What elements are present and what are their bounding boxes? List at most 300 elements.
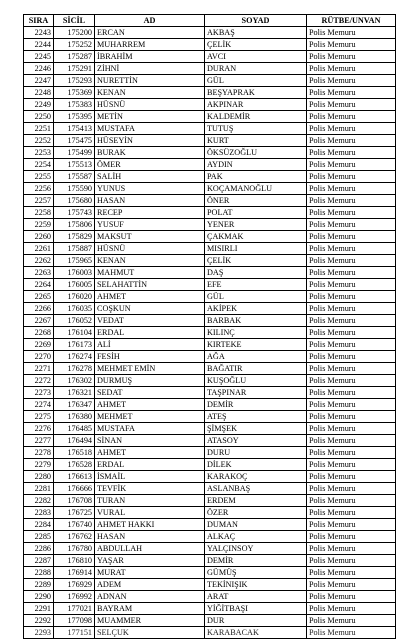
- table-row: [24, 543, 396, 555]
- cell-sicil: 176725: [54, 507, 95, 519]
- cell-sicil: 176005: [54, 279, 95, 291]
- cell-soyad: GÜMÜŞ: [205, 567, 307, 579]
- cell-soyad: DUMAN: [205, 519, 307, 531]
- cell-ad: AHMET HAKKI: [95, 519, 205, 531]
- cell-sicil: 176035: [54, 303, 95, 315]
- cell-ad: RECEP: [95, 207, 205, 219]
- cell-soyad: POLAT: [205, 207, 307, 219]
- cell-rutbe: Polis Memuru: [307, 63, 396, 75]
- table-row: [24, 327, 396, 339]
- cell-rutbe: Polis Memuru: [307, 231, 396, 243]
- table-row: [24, 507, 396, 519]
- cell-rutbe: Polis Memuru: [307, 483, 396, 495]
- cell-sira: 2263: [24, 267, 54, 279]
- table-row: [24, 147, 396, 159]
- cell-sicil: 176380: [54, 411, 95, 423]
- cell-rutbe: Polis Memuru: [307, 111, 396, 123]
- cell-rutbe: Polis Memuru: [307, 507, 396, 519]
- cell-sicil: 175499: [54, 147, 95, 159]
- cell-sira: 2282: [24, 495, 54, 507]
- cell-soyad: PAK: [205, 171, 307, 183]
- cell-sicil: 176003: [54, 267, 95, 279]
- cell-sicil: 175369: [54, 87, 95, 99]
- cell-sira: 2284: [24, 519, 54, 531]
- table-row: [24, 519, 396, 531]
- table-row: [24, 627, 396, 639]
- cell-ad: SEDAT: [95, 387, 205, 399]
- cell-sira: 2280: [24, 471, 54, 483]
- cell-soyad: AKBAŞ: [205, 27, 307, 39]
- table-row: [24, 471, 396, 483]
- cell-soyad: AYDIN: [205, 159, 307, 171]
- cell-sira: 2279: [24, 459, 54, 471]
- cell-ad: NURETTİN: [95, 75, 205, 87]
- table-body: [24, 27, 396, 639]
- cell-ad: YUNUS: [95, 183, 205, 195]
- table-row: [24, 159, 396, 171]
- cell-sira: 2261: [24, 243, 54, 255]
- table-row: [24, 99, 396, 111]
- table-row: [24, 375, 396, 387]
- cell-ad: VEDAT: [95, 315, 205, 327]
- cell-ad: KENAN: [95, 87, 205, 99]
- cell-sira: 2275: [24, 411, 54, 423]
- cell-sira: 2255: [24, 171, 54, 183]
- cell-rutbe: Polis Memuru: [307, 27, 396, 39]
- cell-sira: 2283: [24, 507, 54, 519]
- cell-ad: YUSUF: [95, 219, 205, 231]
- cell-sira: 2291: [24, 603, 54, 615]
- cell-sicil: 175513: [54, 159, 95, 171]
- cell-sira: 2248: [24, 87, 54, 99]
- cell-sira: 2250: [24, 111, 54, 123]
- cell-soyad: AĞA: [205, 351, 307, 363]
- cell-ad: ADNAN: [95, 591, 205, 603]
- cell-sicil: 175587: [54, 171, 95, 183]
- cell-sicil: 175413: [54, 123, 95, 135]
- cell-rutbe: Polis Memuru: [307, 183, 396, 195]
- cell-sira: 2259: [24, 219, 54, 231]
- cell-sicil: 175743: [54, 207, 95, 219]
- cell-sicil: 176518: [54, 447, 95, 459]
- cell-sira: 2266: [24, 303, 54, 315]
- table-row: [24, 579, 396, 591]
- header-sira: SIRA: [24, 15, 54, 27]
- table-row: [24, 195, 396, 207]
- cell-sira: 2272: [24, 375, 54, 387]
- cell-rutbe: Polis Memuru: [307, 135, 396, 147]
- cell-ad: ABDULLAH: [95, 543, 205, 555]
- cell-soyad: ÇAKMAK: [205, 231, 307, 243]
- cell-soyad: KOÇAMANOĞLU: [205, 183, 307, 195]
- table-row: [24, 183, 396, 195]
- header-sicil: SİCİL: [54, 15, 95, 27]
- cell-soyad: KILINÇ: [205, 327, 307, 339]
- cell-soyad: TAŞPINAR: [205, 387, 307, 399]
- cell-ad: METİN: [95, 111, 205, 123]
- cell-rutbe: Polis Memuru: [307, 579, 396, 591]
- cell-ad: İSMAİL: [95, 471, 205, 483]
- cell-sira: 2274: [24, 399, 54, 411]
- table-row: [24, 63, 396, 75]
- cell-sira: 2278: [24, 447, 54, 459]
- cell-rutbe: Polis Memuru: [307, 447, 396, 459]
- cell-sira: 2246: [24, 63, 54, 75]
- cell-rutbe: Polis Memuru: [307, 363, 396, 375]
- cell-sira: 2289: [24, 579, 54, 591]
- cell-ad: ALİ: [95, 339, 205, 351]
- cell-rutbe: Polis Memuru: [307, 243, 396, 255]
- cell-sicil: 175287: [54, 51, 95, 63]
- cell-soyad: ARAT: [205, 591, 307, 603]
- table-row: [24, 27, 396, 39]
- cell-sira: 2252: [24, 135, 54, 147]
- cell-sicil: 176762: [54, 531, 95, 543]
- cell-sicil: 176992: [54, 591, 95, 603]
- cell-rutbe: Polis Memuru: [307, 51, 396, 63]
- cell-sira: 2258: [24, 207, 54, 219]
- table-row: [24, 87, 396, 99]
- cell-rutbe: Polis Memuru: [307, 627, 396, 639]
- cell-sicil: 176321: [54, 387, 95, 399]
- header-soyad: SOYAD: [205, 15, 307, 27]
- cell-sira: 2273: [24, 387, 54, 399]
- cell-sira: 2260: [24, 231, 54, 243]
- table-row: [24, 483, 396, 495]
- cell-ad: MUSTAFA: [95, 123, 205, 135]
- cell-ad: VURAL: [95, 507, 205, 519]
- cell-sira: 2256: [24, 183, 54, 195]
- table-row: [24, 51, 396, 63]
- cell-soyad: DİLEK: [205, 459, 307, 471]
- cell-rutbe: Polis Memuru: [307, 399, 396, 411]
- cell-rutbe: Polis Memuru: [307, 267, 396, 279]
- table-row: [24, 315, 396, 327]
- table-row: [24, 567, 396, 579]
- cell-soyad: KARABACAK: [205, 627, 307, 639]
- cell-soyad: GÜL: [205, 75, 307, 87]
- cell-ad: SELAHATTİN: [95, 279, 205, 291]
- table-row: [24, 555, 396, 567]
- cell-soyad: ÇELİK: [205, 39, 307, 51]
- cell-rutbe: Polis Memuru: [307, 255, 396, 267]
- cell-soyad: ÇELİK: [205, 255, 307, 267]
- cell-ad: HÜSEYİN: [95, 135, 205, 147]
- cell-ad: YAŞAR: [95, 555, 205, 567]
- cell-sira: 2265: [24, 291, 54, 303]
- cell-rutbe: Polis Memuru: [307, 39, 396, 51]
- cell-sira: 2290: [24, 591, 54, 603]
- cell-sicil: 175395: [54, 111, 95, 123]
- cell-ad: MUHARREM: [95, 39, 205, 51]
- cell-sira: 2267: [24, 315, 54, 327]
- cell-rutbe: Polis Memuru: [307, 315, 396, 327]
- table-header: [24, 15, 396, 27]
- cell-sira: 2247: [24, 75, 54, 87]
- cell-ad: MURAT: [95, 567, 205, 579]
- cell-ad: DURMUŞ: [95, 375, 205, 387]
- cell-ad: AHMET: [95, 447, 205, 459]
- cell-sicil: 176347: [54, 399, 95, 411]
- cell-ad: SELÇUK: [95, 627, 205, 639]
- cell-ad: MAKSUT: [95, 231, 205, 243]
- cell-rutbe: Polis Memuru: [307, 423, 396, 435]
- cell-soyad: ÖKSÜZOĞLU: [205, 147, 307, 159]
- table-row: [24, 531, 396, 543]
- cell-rutbe: Polis Memuru: [307, 555, 396, 567]
- cell-soyad: BARBAK: [205, 315, 307, 327]
- cell-ad: ÖMER: [95, 159, 205, 171]
- cell-ad: İBRAHİM: [95, 51, 205, 63]
- cell-sicil: 176302: [54, 375, 95, 387]
- cell-rutbe: Polis Memuru: [307, 195, 396, 207]
- cell-sicil: 175383: [54, 99, 95, 111]
- cell-sicil: 175200: [54, 27, 95, 39]
- table-row: [24, 339, 396, 351]
- cell-sira: 2243: [24, 27, 54, 39]
- cell-sira: 2269: [24, 339, 54, 351]
- cell-soyad: ATASOY: [205, 435, 307, 447]
- cell-sicil: 175252: [54, 39, 95, 51]
- cell-sicil: 177098: [54, 615, 95, 627]
- cell-soyad: KUŞOĞLU: [205, 375, 307, 387]
- table-row: [24, 591, 396, 603]
- table-row: [24, 231, 396, 243]
- cell-rutbe: Polis Memuru: [307, 219, 396, 231]
- table-row: [24, 111, 396, 123]
- table-row: [24, 423, 396, 435]
- cell-ad: HÜSNÜ: [95, 243, 205, 255]
- personnel-table: [23, 14, 396, 639]
- table-row: [24, 399, 396, 411]
- cell-rutbe: Polis Memuru: [307, 99, 396, 111]
- cell-soyad: AVCI: [205, 51, 307, 63]
- cell-ad: AHMET: [95, 291, 205, 303]
- table-row: [24, 603, 396, 615]
- cell-rutbe: Polis Memuru: [307, 495, 396, 507]
- cell-soyad: AKPINAR: [205, 99, 307, 111]
- personnel-list-document: [23, 14, 395, 639]
- cell-soyad: ASLANBAŞ: [205, 483, 307, 495]
- cell-sicil: 176485: [54, 423, 95, 435]
- cell-soyad: MISIRLI: [205, 243, 307, 255]
- cell-soyad: YİĞİTBAŞI: [205, 603, 307, 615]
- cell-soyad: DEMİR: [205, 399, 307, 411]
- cell-sicil: 175291: [54, 63, 95, 75]
- cell-sicil: 175965: [54, 255, 95, 267]
- cell-soyad: KALDEMİR: [205, 111, 307, 123]
- cell-sicil: 176740: [54, 519, 95, 531]
- cell-sira: 2245: [24, 51, 54, 63]
- cell-rutbe: Polis Memuru: [307, 603, 396, 615]
- cell-ad: MUSTAFA: [95, 423, 205, 435]
- cell-ad: TURAN: [95, 495, 205, 507]
- cell-sicil: 175806: [54, 219, 95, 231]
- cell-sicil: 175829: [54, 231, 95, 243]
- cell-soyad: DEMİR: [205, 555, 307, 567]
- cell-sira: 2268: [24, 327, 54, 339]
- cell-rutbe: Polis Memuru: [307, 531, 396, 543]
- cell-sira: 2271: [24, 363, 54, 375]
- cell-rutbe: Polis Memuru: [307, 303, 396, 315]
- cell-sicil: 176494: [54, 435, 95, 447]
- header-ad: AD: [95, 15, 205, 27]
- cell-ad: MEHMET EMİN: [95, 363, 205, 375]
- cell-soyad: DURAN: [205, 63, 307, 75]
- cell-sicil: 176274: [54, 351, 95, 363]
- cell-sicil: 176666: [54, 483, 95, 495]
- cell-ad: BAYRAM: [95, 603, 205, 615]
- table-row: [24, 363, 396, 375]
- cell-sira: 2287: [24, 555, 54, 567]
- cell-soyad: KIRTEKE: [205, 339, 307, 351]
- cell-ad: SİNAN: [95, 435, 205, 447]
- cell-sicil: 176020: [54, 291, 95, 303]
- cell-rutbe: Polis Memuru: [307, 567, 396, 579]
- table-row: [24, 447, 396, 459]
- cell-soyad: ATEŞ: [205, 411, 307, 423]
- cell-rutbe: Polis Memuru: [307, 207, 396, 219]
- cell-sira: 2257: [24, 195, 54, 207]
- cell-sira: 2262: [24, 255, 54, 267]
- table-row: [24, 459, 396, 471]
- cell-ad: HASAN: [95, 195, 205, 207]
- cell-soyad: GÜL: [205, 291, 307, 303]
- cell-ad: TEVFİK: [95, 483, 205, 495]
- header-rutbe: RÜTBE/UNVAN: [307, 15, 396, 27]
- cell-ad: MEHMET: [95, 411, 205, 423]
- cell-sicil: 176929: [54, 579, 95, 591]
- cell-sira: 2244: [24, 39, 54, 51]
- cell-sicil: 176810: [54, 555, 95, 567]
- cell-sicil: 175590: [54, 183, 95, 195]
- cell-soyad: DUR: [205, 615, 307, 627]
- cell-rutbe: Polis Memuru: [307, 543, 396, 555]
- cell-rutbe: Polis Memuru: [307, 615, 396, 627]
- table-row: [24, 279, 396, 291]
- cell-sicil: 175680: [54, 195, 95, 207]
- cell-sira: 2293: [24, 627, 54, 639]
- table-row: [24, 207, 396, 219]
- cell-soyad: EFE: [205, 279, 307, 291]
- cell-rutbe: Polis Memuru: [307, 411, 396, 423]
- cell-ad: KENAN: [95, 255, 205, 267]
- table-row: [24, 303, 396, 315]
- cell-rutbe: Polis Memuru: [307, 279, 396, 291]
- cell-sicil: 176278: [54, 363, 95, 375]
- cell-soyad: BEŞYAPRAK: [205, 87, 307, 99]
- cell-rutbe: Polis Memuru: [307, 291, 396, 303]
- table-row: [24, 123, 396, 135]
- table-row: [24, 435, 396, 447]
- cell-sira: 2249: [24, 99, 54, 111]
- cell-ad: ERCAN: [95, 27, 205, 39]
- cell-ad: ZİHNİ: [95, 63, 205, 75]
- cell-sira: 2285: [24, 531, 54, 543]
- table-row: [24, 75, 396, 87]
- cell-soyad: DURU: [205, 447, 307, 459]
- cell-sira: 2264: [24, 279, 54, 291]
- cell-rutbe: Polis Memuru: [307, 123, 396, 135]
- cell-ad: FESİH: [95, 351, 205, 363]
- table-row: [24, 267, 396, 279]
- table-row: [24, 39, 396, 51]
- cell-rutbe: Polis Memuru: [307, 471, 396, 483]
- cell-soyad: TUTUŞ: [205, 123, 307, 135]
- cell-ad: AHMET: [95, 399, 205, 411]
- cell-sira: 2277: [24, 435, 54, 447]
- cell-rutbe: Polis Memuru: [307, 171, 396, 183]
- cell-sicil: 176780: [54, 543, 95, 555]
- cell-sicil: 175887: [54, 243, 95, 255]
- table-row: [24, 255, 396, 267]
- cell-ad: ERDAL: [95, 327, 205, 339]
- cell-soyad: KARAKOÇ: [205, 471, 307, 483]
- cell-ad: ERDAL: [95, 459, 205, 471]
- cell-rutbe: Polis Memuru: [307, 351, 396, 363]
- cell-sicil: 175293: [54, 75, 95, 87]
- cell-soyad: AKİPEK: [205, 303, 307, 315]
- cell-rutbe: Polis Memuru: [307, 147, 396, 159]
- cell-sicil: 176052: [54, 315, 95, 327]
- cell-sira: 2254: [24, 159, 54, 171]
- cell-rutbe: Polis Memuru: [307, 435, 396, 447]
- cell-soyad: YALÇINSOY: [205, 543, 307, 555]
- cell-sira: 2276: [24, 423, 54, 435]
- cell-rutbe: Polis Memuru: [307, 519, 396, 531]
- cell-rutbe: Polis Memuru: [307, 591, 396, 603]
- cell-rutbe: Polis Memuru: [307, 387, 396, 399]
- header-row: [24, 15, 396, 27]
- table-row: [24, 135, 396, 147]
- cell-rutbe: Polis Memuru: [307, 339, 396, 351]
- cell-sira: 2288: [24, 567, 54, 579]
- cell-soyad: KURT: [205, 135, 307, 147]
- cell-sicil: 176528: [54, 459, 95, 471]
- cell-rutbe: Polis Memuru: [307, 459, 396, 471]
- cell-ad: COŞKUN: [95, 303, 205, 315]
- table-row: [24, 291, 396, 303]
- cell-sira: 2270: [24, 351, 54, 363]
- cell-ad: BURAK: [95, 147, 205, 159]
- cell-ad: MUAMMER: [95, 615, 205, 627]
- cell-soyad: BAĞATIR: [205, 363, 307, 375]
- table-row: [24, 171, 396, 183]
- cell-sira: 2292: [24, 615, 54, 627]
- cell-sicil: 176173: [54, 339, 95, 351]
- cell-sicil: 177151: [54, 627, 95, 639]
- cell-rutbe: Polis Memuru: [307, 87, 396, 99]
- cell-rutbe: Polis Memuru: [307, 375, 396, 387]
- table-row: [24, 411, 396, 423]
- cell-sicil: 175475: [54, 135, 95, 147]
- cell-soyad: ALKAÇ: [205, 531, 307, 543]
- cell-sicil: 176613: [54, 471, 95, 483]
- table-row: [24, 495, 396, 507]
- cell-rutbe: Polis Memuru: [307, 159, 396, 171]
- cell-sira: 2251: [24, 123, 54, 135]
- table-row: [24, 243, 396, 255]
- cell-soyad: ÖNER: [205, 195, 307, 207]
- cell-rutbe: Polis Memuru: [307, 75, 396, 87]
- table-row: [24, 219, 396, 231]
- cell-sicil: 176104: [54, 327, 95, 339]
- table-row: [24, 387, 396, 399]
- cell-sicil: 176708: [54, 495, 95, 507]
- cell-sira: 2281: [24, 483, 54, 495]
- cell-soyad: DAŞ: [205, 267, 307, 279]
- table-row: [24, 351, 396, 363]
